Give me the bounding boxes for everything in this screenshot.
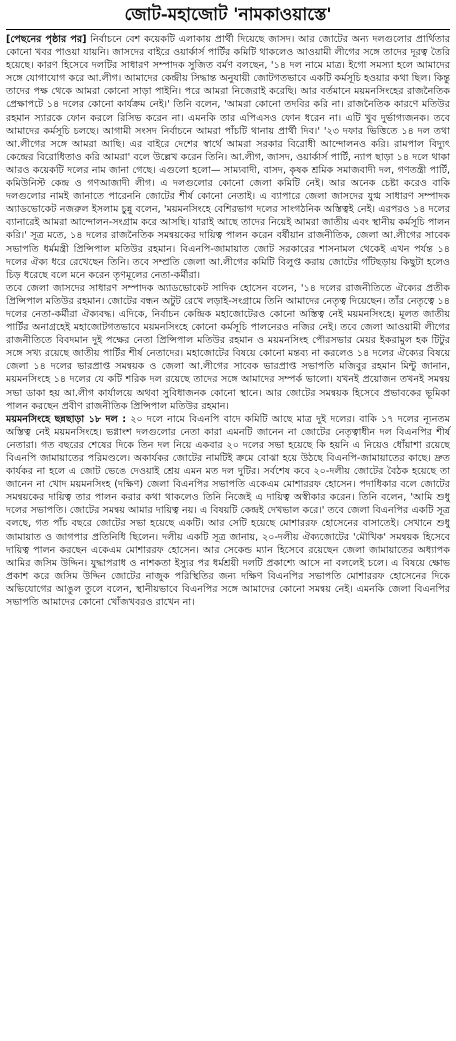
subhead: ময়মনসিংহে ছন্নছাড়া ১৮ দল : bbox=[6, 413, 127, 425]
continuation-label: [পেছনের পৃষ্ঠার পর] bbox=[6, 34, 87, 45]
paragraph-2-text: তবে জেলা জাসদের সাধারণ সম্পাদক অ্যাডভোকেট সাদিক হোসেন বলেন, '১৪ দলের রাজনীতিতে ঐক্যের প্রতীক প্রিন্সিপাল মতিউর রহমান। জোটের বন্ধন অটুট রেখে লড়াই-সংগ্রামে তিনি আমাদের নেতৃত্ব দিয়েছেন। তাঁর নেতৃত্বে ১৪ দলের নেতা-কর্মীরা ঐক্যবদ্ধ। এদিকে, নির্বাচন কেন্দ্রিক মহাজোটেরও কোনো অস্তিত্ব নেই ময়মনসিংহে। মূলত জাতীয় পার্টির অনাগ্রহেই মহাজোটগতভাবে ময়মনসিংহে কোনো কর্মসূচি পালনেরও নজির নেই। তবে জেলা আওয়ামী লীগের রাজনীতিতে বিবদমান দুই পক্ষের নেতা প্রিন্সিপাল মতিউর রহমান ও ময়মনসিংহ পৌরসভার মেয়র ইকরামুল হক টিটুর সঙ্গে সখ্য রয়েছে জাতীয় পার্টির শীর্ষ নেতাদের। মহাজোটের বিষয়ে কোনো মন্তব্য না করলেও ১৪ দলের ঐক্যের বিষয়ে জেলা ১৪ দলের ভারপ্রাপ্ত সমন্বয়ক ও জেলা আ.লীগের সাবেক ভারপ্রাপ্ত সভাপতি মজিবুর রহমান মিন্টু জানান, ময়মনসিংহে ১৪ দলের যে কটি শরিক দল রয়েছে তাদের সঙ্গে আমাদের সম্পর্ক ভালো। যখনই প্রয়োজন তখনই সমন্বয় সভা ডাকা হয় আ.লীগ কার্যালয়ে অথবা সুবিধাজনক কোনো স্থানে। আর জোটের সমন্বয়ক হিসেবে প্রভাবকের ভূমিকা পালন করছেন প্রবীণ রাজনীতিক প্রিন্সিপাল মতিউর রহমান। bbox=[6, 282, 450, 412]
paragraph-1-text: নির্বাচনে বেশ কয়েকটি এলাকায় প্রার্থী দিয়েছে জাসদ। আর জোটের অন্য দলগুলোর প্রার্থিতার কোনো খবর পাওয়া যায়নি। জাসদের বাইরে ওয়ার্কার্স পার্টির কমিটি থাকলেও আওয়ামী লীগের সঙ্গে তাদের দূরত্ব তৈরি হয়েছে। কারণ হিসেবে দলটির সাধারণ সম্পাদক সুজিত বর্মণ বলছেন, '১৪ দল নামে মাত্র। ইগো সমস্যা হলে আমাদের সঙ্গে যোগাযোগ করে আ.লীগ। আমাদের কেন্দ্রীয় সিদ্ধান্ত অনুযায়ী জোটগতভাবে একটি কর্মসূচি হওয়ার কথা ছিল। কিন্তু তাদের পক্ষ থেকে আমরা কোনো সাড়া পাইনি। পরে আমরা নিজেরাই করেছি। আর বর্তমানে ময়মনসিংহের রাজনৈতিক প্রেক্ষাপটে ১৪ দলের কোনো কার্যক্রম নেই।' তিনি বলেন, 'আমরা কোনো তদবির করি না। রাজনৈতিক কারণে মতিউর রহমান স্যারকে ফোন করলে রিসিভ করেন না। এমনকি তার এপিএসও ফোন ধরেন না। এটি খুব দুর্ভাগ্যজনক। তবে আমাদের কর্মসূচি চলছে। আগামী সংসদ নির্বাচনে আমরা পাঁচটি থানায় প্রার্থী দিব।' '২৩ দফার ভিত্তিতে ১৪ দল তথা আ.লীগের সঙ্গে আমরা আছি। এর বাইরে দেশের স্বার্থে আমরা সরকার বিরোধী আন্দোলনও করি। রামপাল বিদ্যুৎ কেন্দ্রের বিরোধিতাও করি আমরা' বলে উল্লেখ করেন তিনি। আ.লীগ, জাসদ, ওয়ার্কার্স পার্টি, ন্যাপ ছাড়া ১৪ দলে থাকা আরও কয়েকটি দলের নাম জানা গেছে। এগুলো হলো— সাম্যবাদী, বাসদ, কৃষক শ্রমিক সমাজবাদী দল, গণতন্ত্রী পার্টি, কমিউনিস্ট কেন্দ্র ও গণআজাদী লীগ। এ দলগুলোর কোনো জেলা কমিটি নেই। আর অনেক চেষ্টা করেও বাকি দলগুলোর নামই জানাতে পারেননি জোটের শীর্ষ কোনো নেতাই। এ ব্যাপারে জেলা জাসদের যুগ্ম সাধারণ সম্পাদক অ্যাডভোকেট নজরুল ইসলাম চুন্নু বলেন, 'ময়মনসিংহে বেশিরভাগ দলের সাংগঠনিক অস্তিত্বই নেই। এরপরও ১৪ দলের ব্যানারেই আমরা আন্দোলন-সংগ্রাম করে আসছি। যারাই আছে তাদের নিয়েই আমরা জাতীয় এবং স্থানীয় কর্মসূচি পালন করি।' সূত্র মতে, ১৪ দলের রাজনৈতিক সমন্বয়কের দায়িত্ব পালন করেন বর্ষীয়ান রাজনীতিক, জেলা আ.লীগের সাবেক সভাপতি ধর্মমন্ত্রী প্রিন্সিপাল মতিউর রহমান। বিএনপি-জামায়াত জোট সরকারের শাসনামল থেকেই এখন পর্যন্ত ১৪ দলের ঐক্য ধরে রেখেছেন তিনি। তবে সম্প্রতি জেলা আ.লীগের কমিটি বিলুপ্ত করায় জোটের গাঁটছড়ায় কিছুটা হলেও চিড় ধরেছে বলে মনে করেন তৃণমূলের নেতা-কর্মীরা। bbox=[6, 34, 450, 281]
headline: জোট-মহাজোট 'নামকাওয়াস্তে' bbox=[124, 5, 332, 25]
paragraph-2 bbox=[6, 282, 450, 413]
paragraph-3 bbox=[6, 413, 450, 609]
paragraph-1 bbox=[6, 33, 450, 282]
paragraph-3-text: ২০ দলে নামে বিএনপি বাদে কমিটি আছে মাত্র দুই দলের। বাকি ১৭ দলের ন্যূনতম অস্তিত্ব নেই ময়মনসিংহে। ভগ্নাংশ দলগুলোর নেতা কারা এমনটি জানেন না জোটের নেতৃত্বাধীন দল বিএনপির শীর্ষ নেতারা। গত বছরের শেষের দিকে তিন দল নিয়ে একবার ২০ দলের সভা হয়েছে কি হয়নি এ নিয়েও ধোঁয়াশা রয়েছে বিএনপি জামায়াতের পরিমণ্ডলে। অকার্যকর জোটের নামটিই ক্রমে বোঝা হয়ে উঠছে বিএনপি-জামায়াতের কাছে। দ্রুত কার্যকর না হলে এ জোট ভেঙে দেওয়াই শ্রেয় এমন মত দল দুটির। সর্বশেষ কবে ২০-দলীয় জোটের বৈঠক হয়েছে তা জানেন না খোদ ময়মনসিংহ (দক্ষিণ) জেলা বিএনপির সভাপতি একেএম মোশাররফ হোসেন। পদাধিকার বলে জোটের সমন্বয়কের দায়িত্ব তার পালন করার কথা থাকলেও তিনি নিজেই এ দায়িত্ব অস্বীকার করেন। তিনি বলেন, 'আমি শুধু দলের সভাপতি। জোটের সমন্বয় আমার দায়িত্ব নয়। এ বিষয়টি কেন্দ্রই দেখভাল করে।' তবে জেলা বিএনপির একটি সূত্র বলছে, গত পাঁচ বছরে জোটের সভা হয়েছে একটি। আর সেটি হয়েছে মোশাররফ হোসেনের বাসাতেই। সেখানে শুধু জামায়াত ও জাগপার প্রতিনিধি ছিলেন। দলীয় একটি সূত্র জানায়, ২০-দলীয় ঐক্যজোটের 'মৌখিক' সমন্বয়ক হিসেবে দায়িত্ব পালন করছেন একেএম মোশাররফ হোসেন। আর সেকেন্ড ম্যান হিসেবে রয়েছেন জেলা জামায়াতের অধ্যাপক আমির জসিম উদ্দিন। যুদ্ধাপরাধ ও নাশকতা ইস্যুর পর ধর্মশ্রয়ী দলটি প্রকাশ্যে আসে না বললেই চলে। এ বিষয়ে ক্ষোভ প্রকাশ করে জসিম উদ্দিন জোটের নাজুক পরিস্থিতির জন্য দক্ষিণ বিএনপির সভাপতি মোশাররফ হোসেনের দিকে অভিযোগের আঙুল তুলে বলেন, স্থানীয়ভাবে বিএনপির সঙ্গে আমাদের কোনো সমন্বয় নেই। এমনকি জেলা বিএনপির সভাপতি আমাদের কোনো খোঁজখবরও রাখেন না। bbox=[6, 413, 450, 609]
headline-rule bbox=[6, 29, 450, 30]
